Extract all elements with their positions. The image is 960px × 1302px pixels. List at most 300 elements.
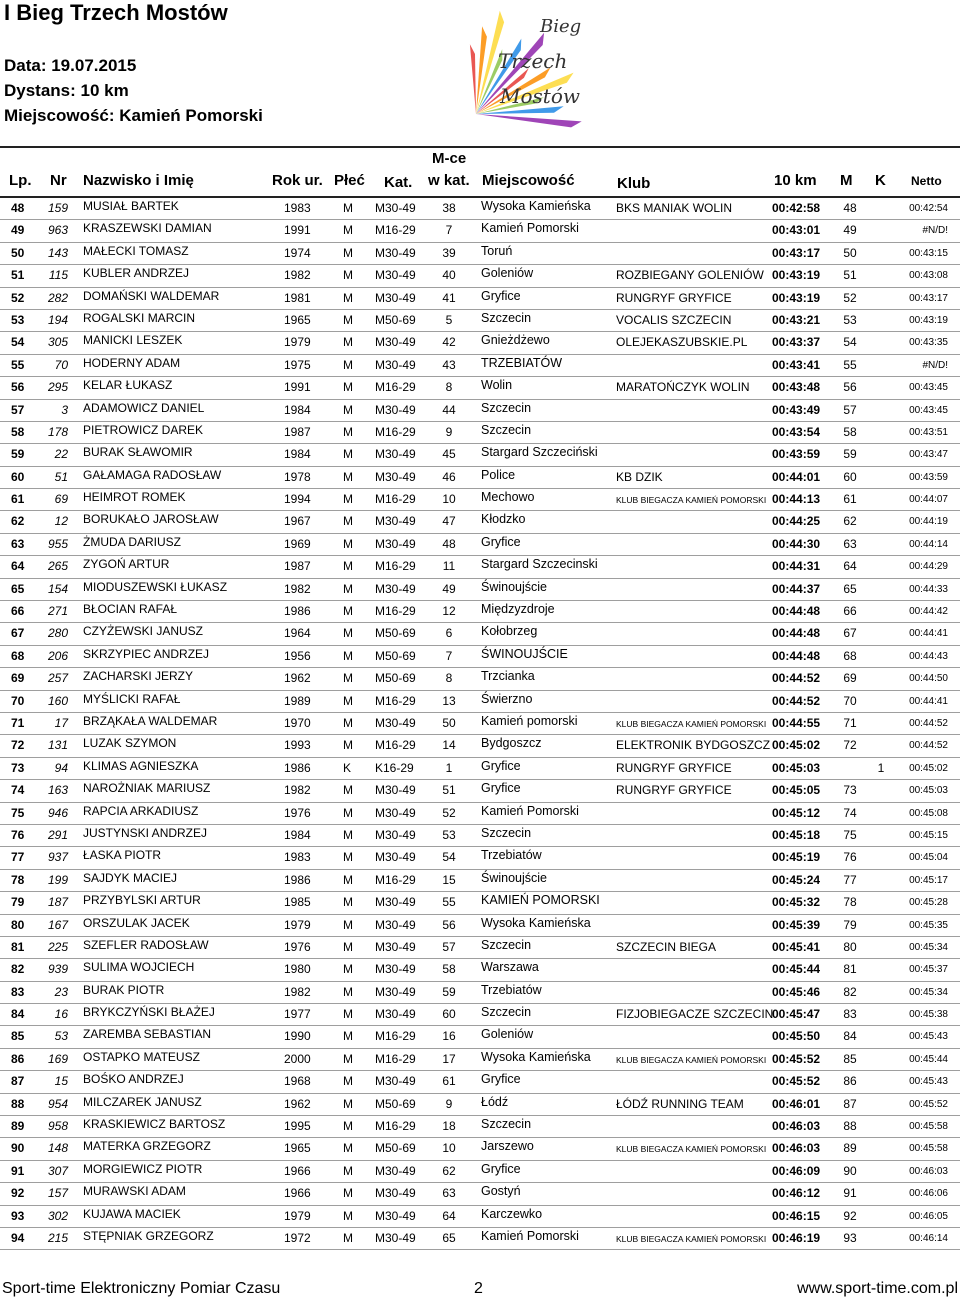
cell-time: 00:45:03 — [772, 760, 821, 775]
cell-lp: 59 — [11, 447, 25, 462]
cell-m: 81 — [843, 962, 857, 977]
cell-place-in-cat: 50 — [442, 715, 456, 730]
cell-rok: 1989 — [284, 693, 311, 708]
cell-lp: 75 — [11, 805, 25, 820]
cell-plec: M — [343, 469, 353, 484]
cell-kat: M30-49 — [375, 827, 416, 842]
cell-time: 00:44:55 — [772, 715, 821, 730]
cell-klub: RUNGRYF GRYFICE — [616, 760, 732, 775]
cell-netto: 00:45:03 — [909, 785, 948, 797]
cell-netto: 00:46:03 — [909, 1165, 948, 1177]
cell-m: 50 — [843, 245, 857, 260]
cell-klub: ROZBIEGANY GOLENIÓW — [616, 268, 764, 283]
cell-kat: M16-29 — [375, 223, 416, 238]
cell-nr: 16 — [54, 1007, 68, 1022]
cell-name: ZACHARSKI JERZY — [83, 669, 194, 684]
cell-time: 00:45:41 — [772, 939, 821, 954]
cell-lp: 83 — [11, 984, 25, 999]
cell-nr: 23 — [54, 984, 68, 999]
cell-m: 68 — [843, 648, 857, 663]
cell-m: 91 — [843, 1186, 857, 1201]
cell-m: 82 — [843, 984, 857, 999]
cell-kat: M30-49 — [375, 201, 416, 215]
cell-nr: 295 — [47, 380, 68, 395]
cell-rok: 1962 — [284, 671, 311, 686]
table-header — [0, 148, 960, 198]
cell-kat: M30-49 — [375, 536, 416, 551]
cell-place-in-cat: 1 — [445, 760, 453, 775]
table-row — [0, 377, 960, 399]
cell-nr: 187 — [47, 895, 68, 910]
cell-m: 87 — [843, 1096, 857, 1111]
cell-lp: 77 — [11, 850, 25, 865]
cell-time: 00:43:49 — [772, 402, 821, 417]
cell-time: 00:45:24 — [772, 872, 821, 887]
cell-lp: 64 — [11, 559, 25, 574]
cell-netto: 00:44:29 — [909, 561, 948, 573]
cell-lp: 88 — [11, 1096, 25, 1111]
cell-place-in-cat: 8 — [445, 671, 453, 686]
cell-rok: 1975 — [284, 357, 311, 372]
cell-nr: 157 — [47, 1186, 68, 1201]
table-row — [0, 489, 960, 511]
cell-klub: VOCALIS SZCZECIN — [616, 312, 732, 327]
cell-plec: M — [343, 1051, 353, 1066]
cell-miejscowosc: Świerzno — [481, 691, 533, 706]
cell-kat: M30-49 — [375, 895, 416, 910]
cell-place-in-cat: 44 — [442, 402, 456, 417]
cell-name: ŻMUDA DARIUSZ — [83, 534, 182, 549]
cell-nr: 159 — [47, 201, 68, 215]
cell-nr: 302 — [47, 1208, 68, 1223]
cell-plec: M — [343, 536, 353, 551]
cell-miejscowosc: Gryfice — [481, 1161, 521, 1176]
cell-klub: ELEKTRONIK BYDGOSZCZ — [616, 738, 771, 753]
cell-kat: M50-69 — [375, 1096, 416, 1111]
cell-rok: 1966 — [284, 1163, 311, 1178]
cell-miejscowosc: Gryfice — [481, 758, 521, 773]
cell-place-in-cat: 15 — [442, 872, 456, 887]
cell-name: RAPCIA ARKADIUSZ — [83, 803, 199, 818]
cell-place-in-cat: 59 — [442, 984, 456, 999]
cell-nr: 131 — [47, 738, 68, 753]
cell-rok: 2000 — [284, 1051, 311, 1066]
cell-time: 00:43:19 — [772, 290, 821, 305]
cell-plec: M — [343, 626, 353, 641]
cell-nr: 282 — [47, 290, 68, 305]
table-row — [0, 1161, 960, 1183]
table-row — [0, 803, 960, 825]
cell-rok: 1972 — [284, 1230, 311, 1245]
cell-lp: 92 — [11, 1186, 25, 1201]
cell-kat: M50-69 — [375, 671, 416, 686]
cell-m: 65 — [843, 581, 857, 596]
cell-rok: 1985 — [284, 895, 311, 910]
cell-rok: 1968 — [284, 1074, 311, 1089]
cell-place-in-cat: 65 — [442, 1230, 456, 1245]
cell-plec: K — [343, 760, 352, 775]
table-row — [0, 623, 960, 645]
cell-netto: 00:45:35 — [909, 919, 948, 931]
cell-lp: 81 — [11, 939, 25, 954]
table-row — [0, 243, 960, 265]
cell-place-in-cat: 38 — [442, 201, 456, 215]
cell-time: 00:44:52 — [772, 671, 821, 686]
table-row — [0, 601, 960, 623]
cell-nr: 69 — [54, 492, 68, 507]
cell-netto: 00:44:14 — [909, 538, 948, 550]
cell-time: 00:44:48 — [772, 604, 821, 619]
cell-place-in-cat: 9 — [445, 424, 453, 439]
cell-netto: 00:43:47 — [909, 449, 948, 461]
cell-rok: 1967 — [284, 514, 311, 529]
header-kat: Kat. — [384, 174, 413, 191]
cell-kat: M16-29 — [375, 1029, 416, 1044]
table-row — [0, 1228, 960, 1250]
cell-place-in-cat: 45 — [442, 447, 456, 462]
logo-text-line1: Bieg — [540, 16, 582, 37]
cell-m: 74 — [843, 805, 857, 820]
cell-kat: M16-29 — [375, 693, 416, 708]
cell-place-in-cat: 39 — [442, 245, 456, 260]
cell-nr: 955 — [47, 536, 68, 551]
table-row — [0, 713, 960, 735]
cell-plec: M — [343, 424, 353, 439]
cell-m: 73 — [843, 783, 857, 798]
cell-name: SAJDYK MACIEJ — [83, 870, 178, 885]
cell-lp: 54 — [11, 335, 25, 350]
cell-lp: 91 — [11, 1163, 25, 1178]
cell-name: BRZĄKAŁA WALDEMAR — [83, 713, 218, 728]
cell-lp: 78 — [11, 872, 25, 887]
cell-lp: 72 — [11, 738, 25, 753]
cell-lp: 82 — [11, 962, 25, 977]
cell-netto: 00:45:43 — [909, 1031, 948, 1043]
cell-miejscowosc: Gostyń — [481, 1184, 521, 1199]
cell-time: 00:43:17 — [772, 245, 821, 260]
race-place: Miejscowość: Kamień Pomorski — [4, 106, 263, 125]
cell-place-in-cat: 46 — [442, 469, 456, 484]
race-logo — [448, 4, 598, 136]
cell-netto: 00:44:42 — [909, 606, 948, 618]
cell-time: 00:45:44 — [772, 962, 821, 977]
cell-time: 00:46:01 — [772, 1096, 821, 1111]
cell-place-in-cat: 7 — [445, 648, 453, 663]
cell-miejscowosc: Warszawa — [481, 960, 539, 975]
cell-kat: M30-49 — [375, 245, 416, 260]
cell-miejscowosc: KAMIEŃ POMORSKI — [481, 893, 600, 908]
cell-rok: 1965 — [284, 1141, 311, 1156]
cell-netto: #N/D! — [922, 359, 948, 371]
cell-time: 00:43:54 — [772, 424, 821, 439]
cell-time: 00:42:58 — [772, 201, 821, 215]
cell-kat: M16-29 — [375, 380, 416, 395]
cell-kat: M16-29 — [375, 872, 416, 887]
table-row — [0, 310, 960, 332]
cell-klub: BKS MANIAK WOLIN — [616, 201, 733, 215]
cell-m: 64 — [843, 559, 857, 574]
cell-name: MILCZAREK JANUSZ — [83, 1094, 202, 1109]
logo-text-line3: Mostów — [500, 84, 580, 108]
cell-netto: 00:44:07 — [909, 494, 948, 506]
results-table — [0, 198, 960, 1250]
cell-time: 00:46:03 — [772, 1119, 821, 1134]
cell-plec: M — [343, 604, 353, 619]
cell-time: 00:45:18 — [772, 827, 821, 842]
cell-nr: 307 — [47, 1163, 68, 1178]
cell-nr: 167 — [47, 917, 68, 932]
cell-place-in-cat: 14 — [442, 738, 456, 753]
cell-plec: M — [343, 290, 353, 305]
cell-m: 48 — [843, 201, 857, 215]
cell-netto: 00:43:45 — [909, 404, 948, 416]
cell-m: 76 — [843, 850, 857, 865]
cell-plec: M — [343, 559, 353, 574]
cell-miejscowosc: Gryfice — [481, 1072, 521, 1087]
cell-netto: 00:44:52 — [909, 717, 948, 729]
cell-nr: 954 — [47, 1096, 68, 1111]
cell-kat: M30-49 — [375, 917, 416, 932]
table-row — [0, 265, 960, 287]
cell-miejscowosc: Goleniów — [481, 266, 534, 281]
cell-time: 00:43:59 — [772, 447, 821, 462]
cell-plec: M — [343, 895, 353, 910]
cell-plec: M — [343, 738, 353, 753]
cell-plec: M — [343, 201, 353, 215]
cell-netto: 00:43:19 — [909, 314, 948, 326]
cell-lp: 53 — [11, 312, 25, 327]
cell-plec: M — [343, 671, 353, 686]
table-row — [0, 959, 960, 981]
cell-time: 00:44:37 — [772, 581, 821, 596]
cell-kat: M30-49 — [375, 357, 416, 372]
cell-plec: M — [343, 447, 353, 462]
cell-netto: 00:44:33 — [909, 583, 948, 595]
table-row — [0, 735, 960, 757]
cell-plec: M — [343, 581, 353, 596]
cell-plec: M — [343, 1074, 353, 1089]
cell-place-in-cat: 60 — [442, 1007, 456, 1022]
cell-name: KRASZEWSKI DAMIAN — [83, 221, 212, 236]
cell-netto: 00:43:17 — [909, 292, 948, 304]
cell-klub: KLUB BIEGACZA KAMIEŃ POMORSKI — [616, 718, 767, 729]
cell-plec: M — [343, 984, 353, 999]
cell-miejscowosc: Goleniów — [481, 1027, 534, 1042]
cell-rok: 1976 — [284, 939, 311, 954]
header-mce-bottom: w kat. — [428, 172, 470, 189]
table-row — [0, 982, 960, 1004]
cell-time: 00:44:25 — [772, 514, 821, 529]
cell-place-in-cat: 61 — [442, 1074, 456, 1089]
cell-place-in-cat: 10 — [442, 492, 456, 507]
cell-rok: 1982 — [284, 783, 311, 798]
cell-k: 1 — [877, 760, 885, 775]
cell-miejscowosc: Gryfice — [481, 534, 521, 549]
table-row — [0, 511, 960, 533]
cell-lp: 85 — [11, 1029, 25, 1044]
table-row — [0, 288, 960, 310]
cell-name: BŁOCIAN RAFAŁ — [83, 602, 178, 617]
cell-time: 00:44:31 — [772, 559, 821, 574]
cell-nr: 271 — [47, 604, 68, 619]
cell-rok: 1979 — [284, 1208, 311, 1223]
table-row — [0, 1206, 960, 1228]
cell-m: 67 — [843, 626, 857, 641]
cell-plec: M — [343, 850, 353, 865]
cell-time: 00:45:52 — [772, 1074, 821, 1089]
cell-nr: 257 — [47, 671, 68, 686]
cell-m: 89 — [843, 1141, 857, 1156]
cell-time: 00:43:19 — [772, 268, 821, 283]
cell-rok: 1990 — [284, 1029, 311, 1044]
cell-nr: 22 — [54, 447, 68, 462]
cell-lp: 58 — [11, 424, 25, 439]
cell-kat: M30-49 — [375, 1230, 416, 1245]
cell-miejscowosc: TRZEBIATÓW — [481, 355, 563, 370]
cell-place-in-cat: 16 — [442, 1029, 456, 1044]
cell-nr: 946 — [47, 805, 68, 820]
cell-place-in-cat: 47 — [442, 514, 456, 529]
table-row — [0, 780, 960, 802]
cell-klub: ŁÓDŹ RUNNING TEAM — [616, 1096, 744, 1111]
cell-m: 83 — [843, 1007, 857, 1022]
cell-m: 56 — [843, 380, 857, 395]
cell-time: 00:43:41 — [772, 357, 821, 372]
cell-m: 49 — [843, 223, 857, 238]
cell-name: KUBLER ANDRZEJ — [83, 266, 190, 281]
table-row — [0, 579, 960, 601]
cell-nr: 115 — [48, 268, 68, 283]
cell-time: 00:44:52 — [772, 693, 821, 708]
cell-time: 00:46:12 — [772, 1186, 821, 1201]
cell-rok: 1991 — [284, 380, 311, 395]
cell-place-in-cat: 12 — [442, 604, 456, 619]
cell-lp: 93 — [11, 1208, 25, 1223]
cell-rok: 1984 — [284, 827, 311, 842]
cell-lp: 57 — [11, 402, 25, 417]
cell-nr: 199 — [47, 872, 68, 887]
cell-m: 90 — [843, 1163, 857, 1178]
cell-rok: 1980 — [284, 962, 311, 977]
cell-nr: 94 — [54, 760, 68, 775]
cell-plec: M — [343, 1029, 353, 1044]
table-row — [0, 825, 960, 847]
cell-name: ROGALSKI MARCIN — [83, 310, 196, 325]
cell-nr: 958 — [47, 1119, 68, 1134]
cell-kat: M16-29 — [375, 492, 416, 507]
cell-miejscowosc: Jarszewo — [481, 1139, 534, 1154]
cell-plec: M — [343, 1208, 353, 1223]
cell-miejscowosc: Wysoka Kamieńska — [481, 199, 591, 213]
cell-miejscowosc: Świnoujście — [481, 579, 548, 594]
cell-place-in-cat: 40 — [442, 268, 456, 283]
cell-rok: 1979 — [284, 335, 311, 350]
cell-kat: M16-29 — [375, 424, 416, 439]
cell-kat: M30-49 — [375, 984, 416, 999]
cell-netto: 00:45:38 — [909, 1009, 948, 1021]
cell-rok: 1995 — [284, 1119, 311, 1134]
cell-m: 60 — [843, 469, 857, 484]
cell-nr: 280 — [47, 626, 68, 641]
table-row — [0, 1004, 960, 1026]
footer-website: www.sport-time.com.pl — [797, 1280, 958, 1297]
cell-time: 00:45:50 — [772, 1029, 821, 1044]
page-title: I Bieg Trzech Mostów — [4, 0, 228, 25]
cell-time: 00:45:47 — [772, 1007, 821, 1022]
cell-netto: 00:44:50 — [909, 673, 948, 685]
cell-rok: 1962 — [284, 1096, 311, 1111]
cell-m: 52 — [843, 290, 857, 305]
cell-kat: M30-49 — [375, 1074, 416, 1089]
cell-lp: 69 — [11, 671, 25, 686]
cell-lp: 84 — [11, 1007, 25, 1022]
table-row — [0, 220, 960, 242]
cell-lp: 68 — [11, 648, 25, 663]
cell-m: 88 — [843, 1119, 857, 1134]
cell-place-in-cat: 51 — [442, 783, 456, 798]
cell-rok: 1969 — [284, 536, 311, 551]
cell-lp: 70 — [11, 693, 25, 708]
cell-place-in-cat: 57 — [442, 939, 456, 954]
cell-netto: 00:44:41 — [909, 695, 948, 707]
cell-plec: M — [343, 492, 353, 507]
cell-place-in-cat: 17 — [442, 1051, 456, 1066]
cell-nr: 53 — [54, 1029, 68, 1044]
cell-m: 57 — [843, 402, 857, 417]
cell-time: 00:45:05 — [772, 783, 821, 798]
cell-lp: 74 — [11, 783, 25, 798]
cell-miejscowosc: Mechowo — [481, 490, 535, 505]
header-klub: Klub — [617, 175, 651, 192]
cell-klub: KB DZIK — [616, 469, 663, 484]
cell-netto: 00:43:51 — [909, 426, 948, 438]
cell-plec: M — [343, 1230, 353, 1245]
cell-name: MORGIEWICZ PIOTR — [83, 1161, 203, 1176]
cell-klub: RUNGRYF GRYFICE — [616, 783, 732, 798]
cell-kat: M30-49 — [375, 581, 416, 596]
cell-rok: 1982 — [284, 984, 311, 999]
cell-klub: FIZJOBIEGACZE SZCZECIN — [616, 1007, 774, 1022]
cell-plec: M — [343, 1141, 353, 1156]
cell-plec: M — [343, 827, 353, 842]
table-row — [0, 400, 960, 422]
cell-name: PRZYBYLSKI ARTUR — [83, 893, 201, 908]
cell-place-in-cat: 48 — [442, 536, 456, 551]
cell-m: 59 — [843, 447, 857, 462]
cell-time: 00:45:32 — [772, 895, 821, 910]
cell-miejscowosc: Bydgoszcz — [481, 736, 542, 751]
cell-name: BRYKCZYŃSKI BŁAŻEJ — [83, 1005, 215, 1020]
cell-nr: 15 — [54, 1074, 68, 1089]
cell-miejscowosc: Szczecin — [481, 937, 532, 952]
cell-m: 93 — [843, 1230, 857, 1245]
cell-netto: 00:45:52 — [909, 1098, 948, 1110]
cell-miejscowosc: Stargard Szczecinski — [481, 557, 598, 572]
cell-netto: 00:42:54 — [909, 203, 948, 214]
cell-kat: M30-49 — [375, 1163, 416, 1178]
cell-plec: M — [343, 402, 353, 417]
cell-m: 80 — [843, 939, 857, 954]
table-row — [0, 444, 960, 466]
cell-name: ŁASKA PIOTR — [83, 848, 162, 863]
cell-plec: M — [343, 939, 353, 954]
cell-klub: SZCZECIN BIEGA — [616, 939, 717, 954]
cell-time: 00:46:19 — [772, 1230, 821, 1245]
cell-m: 78 — [843, 895, 857, 910]
cell-name: ADAMOWICZ DANIEL — [83, 400, 205, 415]
cell-place-in-cat: 18 — [442, 1119, 456, 1134]
cell-time: 00:46:03 — [772, 1141, 821, 1156]
